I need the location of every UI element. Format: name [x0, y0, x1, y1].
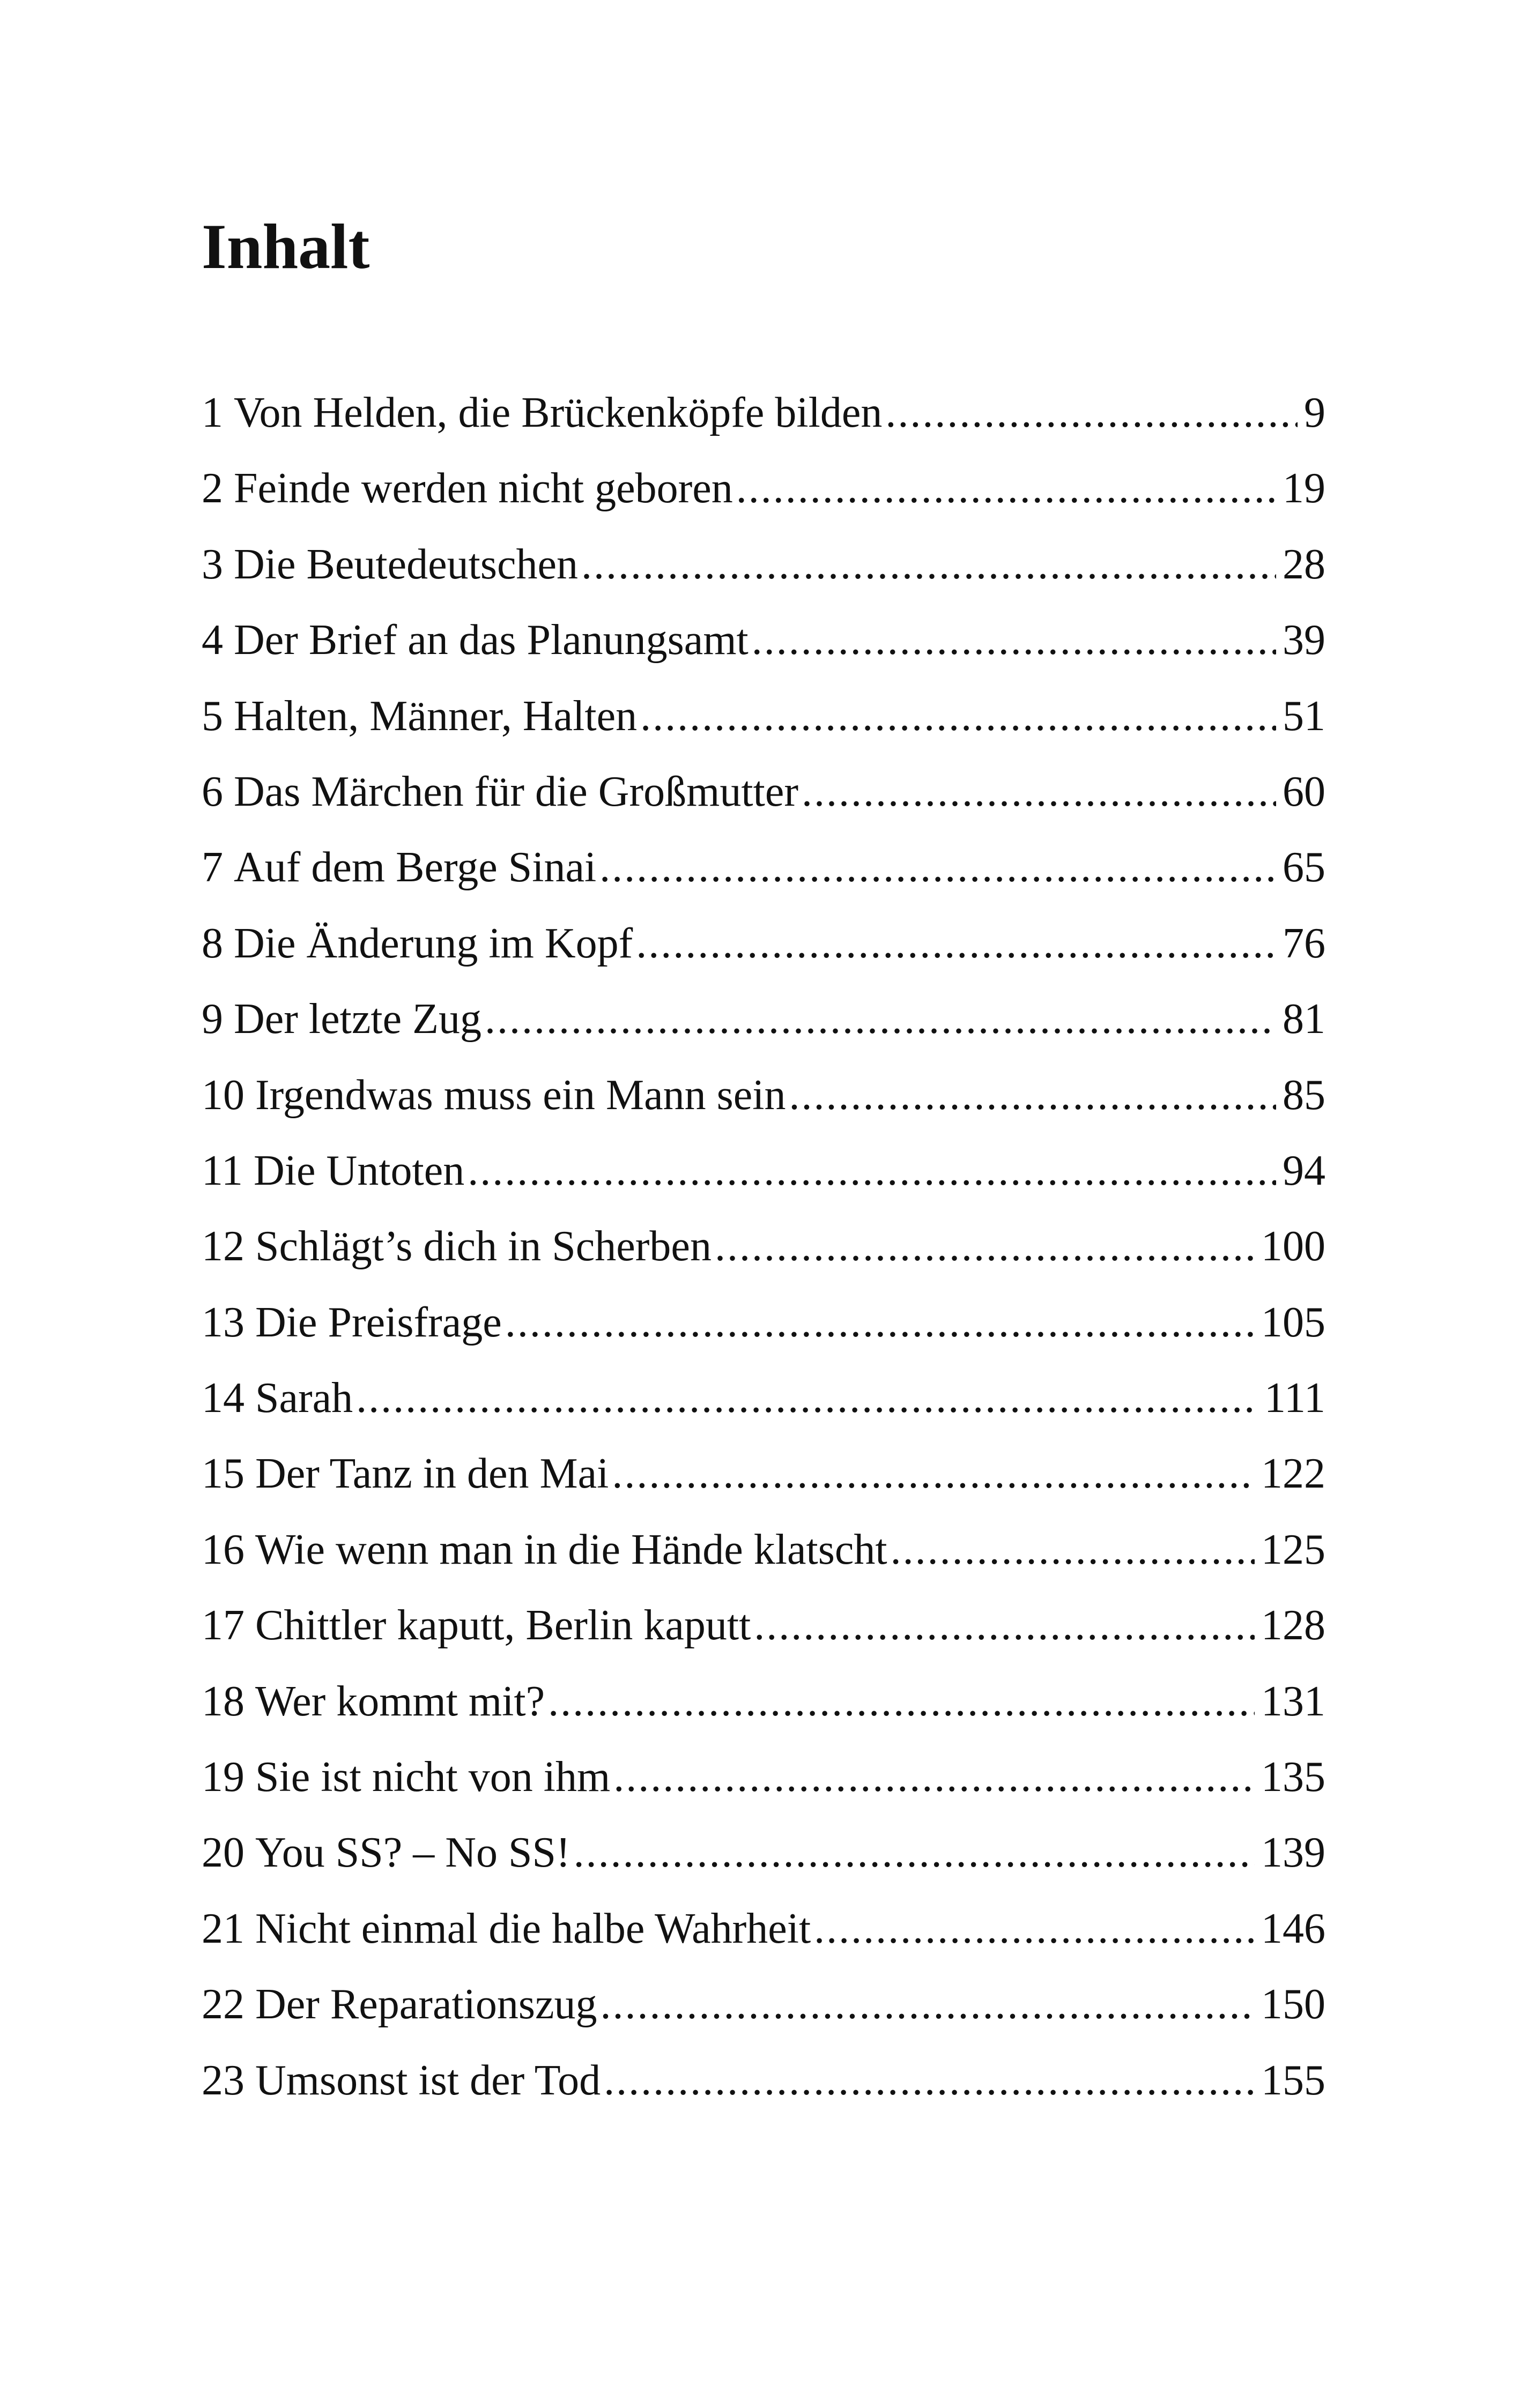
toc-entry-page: 146	[1261, 1905, 1325, 1952]
toc-entry-number: 2	[202, 465, 223, 512]
toc-entry-page: 128	[1261, 1602, 1325, 1649]
toc-entry-number: 10	[202, 1071, 244, 1119]
toc-entry-number: 22	[202, 1981, 244, 2028]
toc-entry-text: Feinde werden nicht geboren	[234, 465, 733, 512]
toc-entry-text: Der letzte Zug	[234, 995, 481, 1043]
toc-dot-leader	[574, 1815, 1255, 1891]
toc-entry-page: 60	[1283, 768, 1325, 815]
toc-entry-number: 3	[202, 540, 223, 588]
toc-entry-text: Die Beutedeutschen	[234, 540, 578, 588]
toc-entry-page: 76	[1283, 919, 1325, 967]
toc-dot-leader	[548, 1664, 1255, 1740]
toc-entry-title	[202, 679, 640, 754]
toc-entry-page: 150	[1261, 1981, 1325, 2028]
toc-entry-title	[202, 1512, 891, 1588]
toc-entry-number: 4	[202, 616, 223, 664]
toc-entry-text: Das Märchen für die Großmutter	[234, 768, 798, 815]
toc-entry-title	[202, 527, 581, 603]
toc-entry-title	[202, 906, 636, 982]
toc-entry	[202, 906, 1325, 982]
toc-entry-title	[202, 1891, 814, 1967]
toc-entry-page: 19	[1283, 465, 1325, 512]
toc-entry-title	[202, 1436, 612, 1512]
toc-entry-title	[202, 1285, 505, 1361]
toc-entry	[202, 451, 1325, 526]
toc-entry-title	[202, 1588, 754, 1663]
toc-entry-number: 19	[202, 1753, 244, 1801]
toc-entry-number: 23	[202, 2056, 244, 2104]
toc-entry	[202, 2043, 1325, 2119]
toc-entry-number: 17	[202, 1602, 244, 1649]
toc-entry-number: 13	[202, 1298, 244, 1346]
toc-entry-title	[202, 1133, 468, 1209]
toc-entry-text: Halten, Männer, Halten	[234, 692, 638, 740]
toc-entry-title	[202, 1664, 548, 1740]
toc-entry-text: Wer kommt mit?	[255, 1677, 545, 1725]
toc-entry-page: 51	[1283, 692, 1325, 740]
toc-entry-text: Chittler kaputt, Berlin kaputt	[255, 1602, 751, 1649]
toc-entry-page: 105	[1261, 1298, 1325, 1346]
toc-dot-leader	[356, 1361, 1258, 1436]
toc-entry-page: 135	[1261, 1753, 1325, 1801]
toc-entry	[202, 754, 1325, 830]
toc-entry-number: 6	[202, 768, 223, 815]
toc-entry-page: 94	[1283, 1147, 1325, 1194]
toc-entry-number: 20	[202, 1829, 244, 1877]
toc-entry-title	[202, 2043, 604, 2119]
toc-entry-page: 125	[1261, 1526, 1325, 1573]
toc-entry-title	[202, 1361, 356, 1436]
toc-dot-leader	[754, 1588, 1255, 1663]
toc-entry-number: 5	[202, 692, 223, 740]
toc-entry-page: 131	[1261, 1677, 1325, 1725]
toc-entry-text: Die Änderung im Kopf	[234, 919, 633, 967]
toc-entry-text: Die Untoten	[254, 1147, 465, 1194]
toc-entry	[202, 1740, 1325, 1815]
toc-entry-text: Irgendwas muss ein Mann sein	[255, 1071, 786, 1119]
toc-entry	[202, 982, 1325, 1057]
toc-dot-leader	[891, 1512, 1255, 1588]
toc-entry-number: 12	[202, 1223, 244, 1270]
toc-dot-leader	[599, 830, 1276, 905]
toc-entry-title	[202, 603, 752, 678]
toc-entry-text: Von Helden, die Brückenköpfe bilden	[234, 389, 883, 436]
toc-entry-text: Der Brief an das Planungsamt	[234, 616, 749, 664]
toc-entry-number: 11	[202, 1147, 243, 1194]
toc-entry-page: 85	[1283, 1071, 1325, 1119]
toc-dot-leader	[636, 906, 1276, 982]
page-title: Inhalt	[202, 211, 370, 282]
toc-dot-leader	[468, 1133, 1276, 1209]
toc-entry-title	[202, 1967, 601, 2042]
toc-entry-page: 28	[1283, 540, 1325, 588]
toc-dot-leader	[715, 1209, 1255, 1284]
toc-entry-page: 122	[1261, 1450, 1325, 1498]
toc-entry-number: 14	[202, 1374, 244, 1422]
toc-dot-leader	[789, 1058, 1277, 1133]
toc-entry-page: 9	[1304, 389, 1325, 436]
toc-dot-leader	[640, 679, 1276, 754]
toc-dot-leader	[604, 2043, 1255, 2119]
toc-entry-page: 111	[1264, 1374, 1325, 1422]
toc-entry-page: 100	[1261, 1223, 1325, 1270]
toc-entry	[202, 1058, 1325, 1133]
toc-entry	[202, 830, 1325, 905]
toc-entry-text: Umsonst ist der Tod	[255, 2056, 601, 2104]
toc-entry-number: 8	[202, 919, 223, 967]
toc-entry	[202, 1512, 1325, 1588]
toc-entry-text: Sie ist nicht von ihm	[255, 1753, 611, 1801]
toc-entry	[202, 1133, 1325, 1209]
toc-entry-number: 1	[202, 389, 223, 436]
toc-dot-leader	[885, 375, 1298, 451]
toc-entry-number: 21	[202, 1905, 244, 1952]
toc-entry	[202, 603, 1325, 678]
toc-entry-number: 18	[202, 1677, 244, 1725]
toc-entry-title	[202, 1740, 613, 1815]
toc-entry	[202, 1664, 1325, 1740]
toc-entry-title	[202, 1209, 715, 1284]
toc-entry-page: 65	[1283, 844, 1325, 891]
toc-entry-title	[202, 982, 485, 1057]
toc-entry-number: 15	[202, 1450, 244, 1498]
toc-entry-text: Der Reparationszug	[255, 1981, 597, 2028]
toc-entry	[202, 1436, 1325, 1512]
toc-dot-leader	[485, 982, 1276, 1057]
toc-entry	[202, 375, 1325, 451]
toc-entry-title	[202, 1058, 789, 1133]
toc-entry	[202, 679, 1325, 754]
toc-entry-text: Sarah	[255, 1374, 353, 1422]
toc-entry-text: Schlägt’s dich in Scherben	[255, 1223, 712, 1270]
toc-entry	[202, 1815, 1325, 1891]
toc-dot-leader	[736, 451, 1276, 526]
toc-entry-title	[202, 830, 599, 905]
toc-dot-leader	[612, 1436, 1255, 1512]
table-of-contents	[202, 375, 1325, 2119]
toc-entry-number: 16	[202, 1526, 244, 1573]
toc-dot-leader	[814, 1891, 1255, 1967]
toc-entry	[202, 1209, 1325, 1284]
toc-entry-title	[202, 375, 885, 451]
toc-entry-text: Der Tanz in den Mai	[255, 1450, 609, 1498]
toc-entry-number: 7	[202, 844, 223, 891]
toc-entry	[202, 1967, 1325, 2042]
toc-dot-leader	[601, 1967, 1255, 2042]
toc-entry-text: Auf dem Berge Sinai	[234, 844, 597, 891]
toc-entry-text: Die Preisfrage	[255, 1298, 502, 1346]
toc-entry-text: Wie wenn man in die Hände klatscht	[255, 1526, 887, 1573]
toc-dot-leader	[505, 1285, 1255, 1361]
toc-entry	[202, 527, 1325, 603]
toc-entry	[202, 1891, 1325, 1967]
toc-entry-page: 39	[1283, 616, 1325, 664]
toc-entry-page: 155	[1261, 2056, 1325, 2104]
toc-entry-text: Nicht einmal die halbe Wahrheit	[255, 1905, 811, 1952]
toc-dot-leader	[802, 754, 1276, 830]
toc-dot-leader	[752, 603, 1276, 678]
toc-dot-leader	[581, 527, 1276, 603]
toc-entry	[202, 1361, 1325, 1436]
toc-entry-page: 81	[1283, 995, 1325, 1043]
toc-entry	[202, 1285, 1325, 1361]
toc-dot-leader	[613, 1740, 1255, 1815]
toc-entry	[202, 1588, 1325, 1663]
toc-entry-number: 9	[202, 995, 223, 1043]
toc-entry-page: 139	[1261, 1829, 1325, 1877]
toc-entry-title	[202, 451, 736, 526]
toc-entry-text: You SS? – No SS!	[255, 1829, 570, 1877]
toc-entry-title	[202, 1815, 574, 1891]
toc-entry-title	[202, 754, 802, 830]
